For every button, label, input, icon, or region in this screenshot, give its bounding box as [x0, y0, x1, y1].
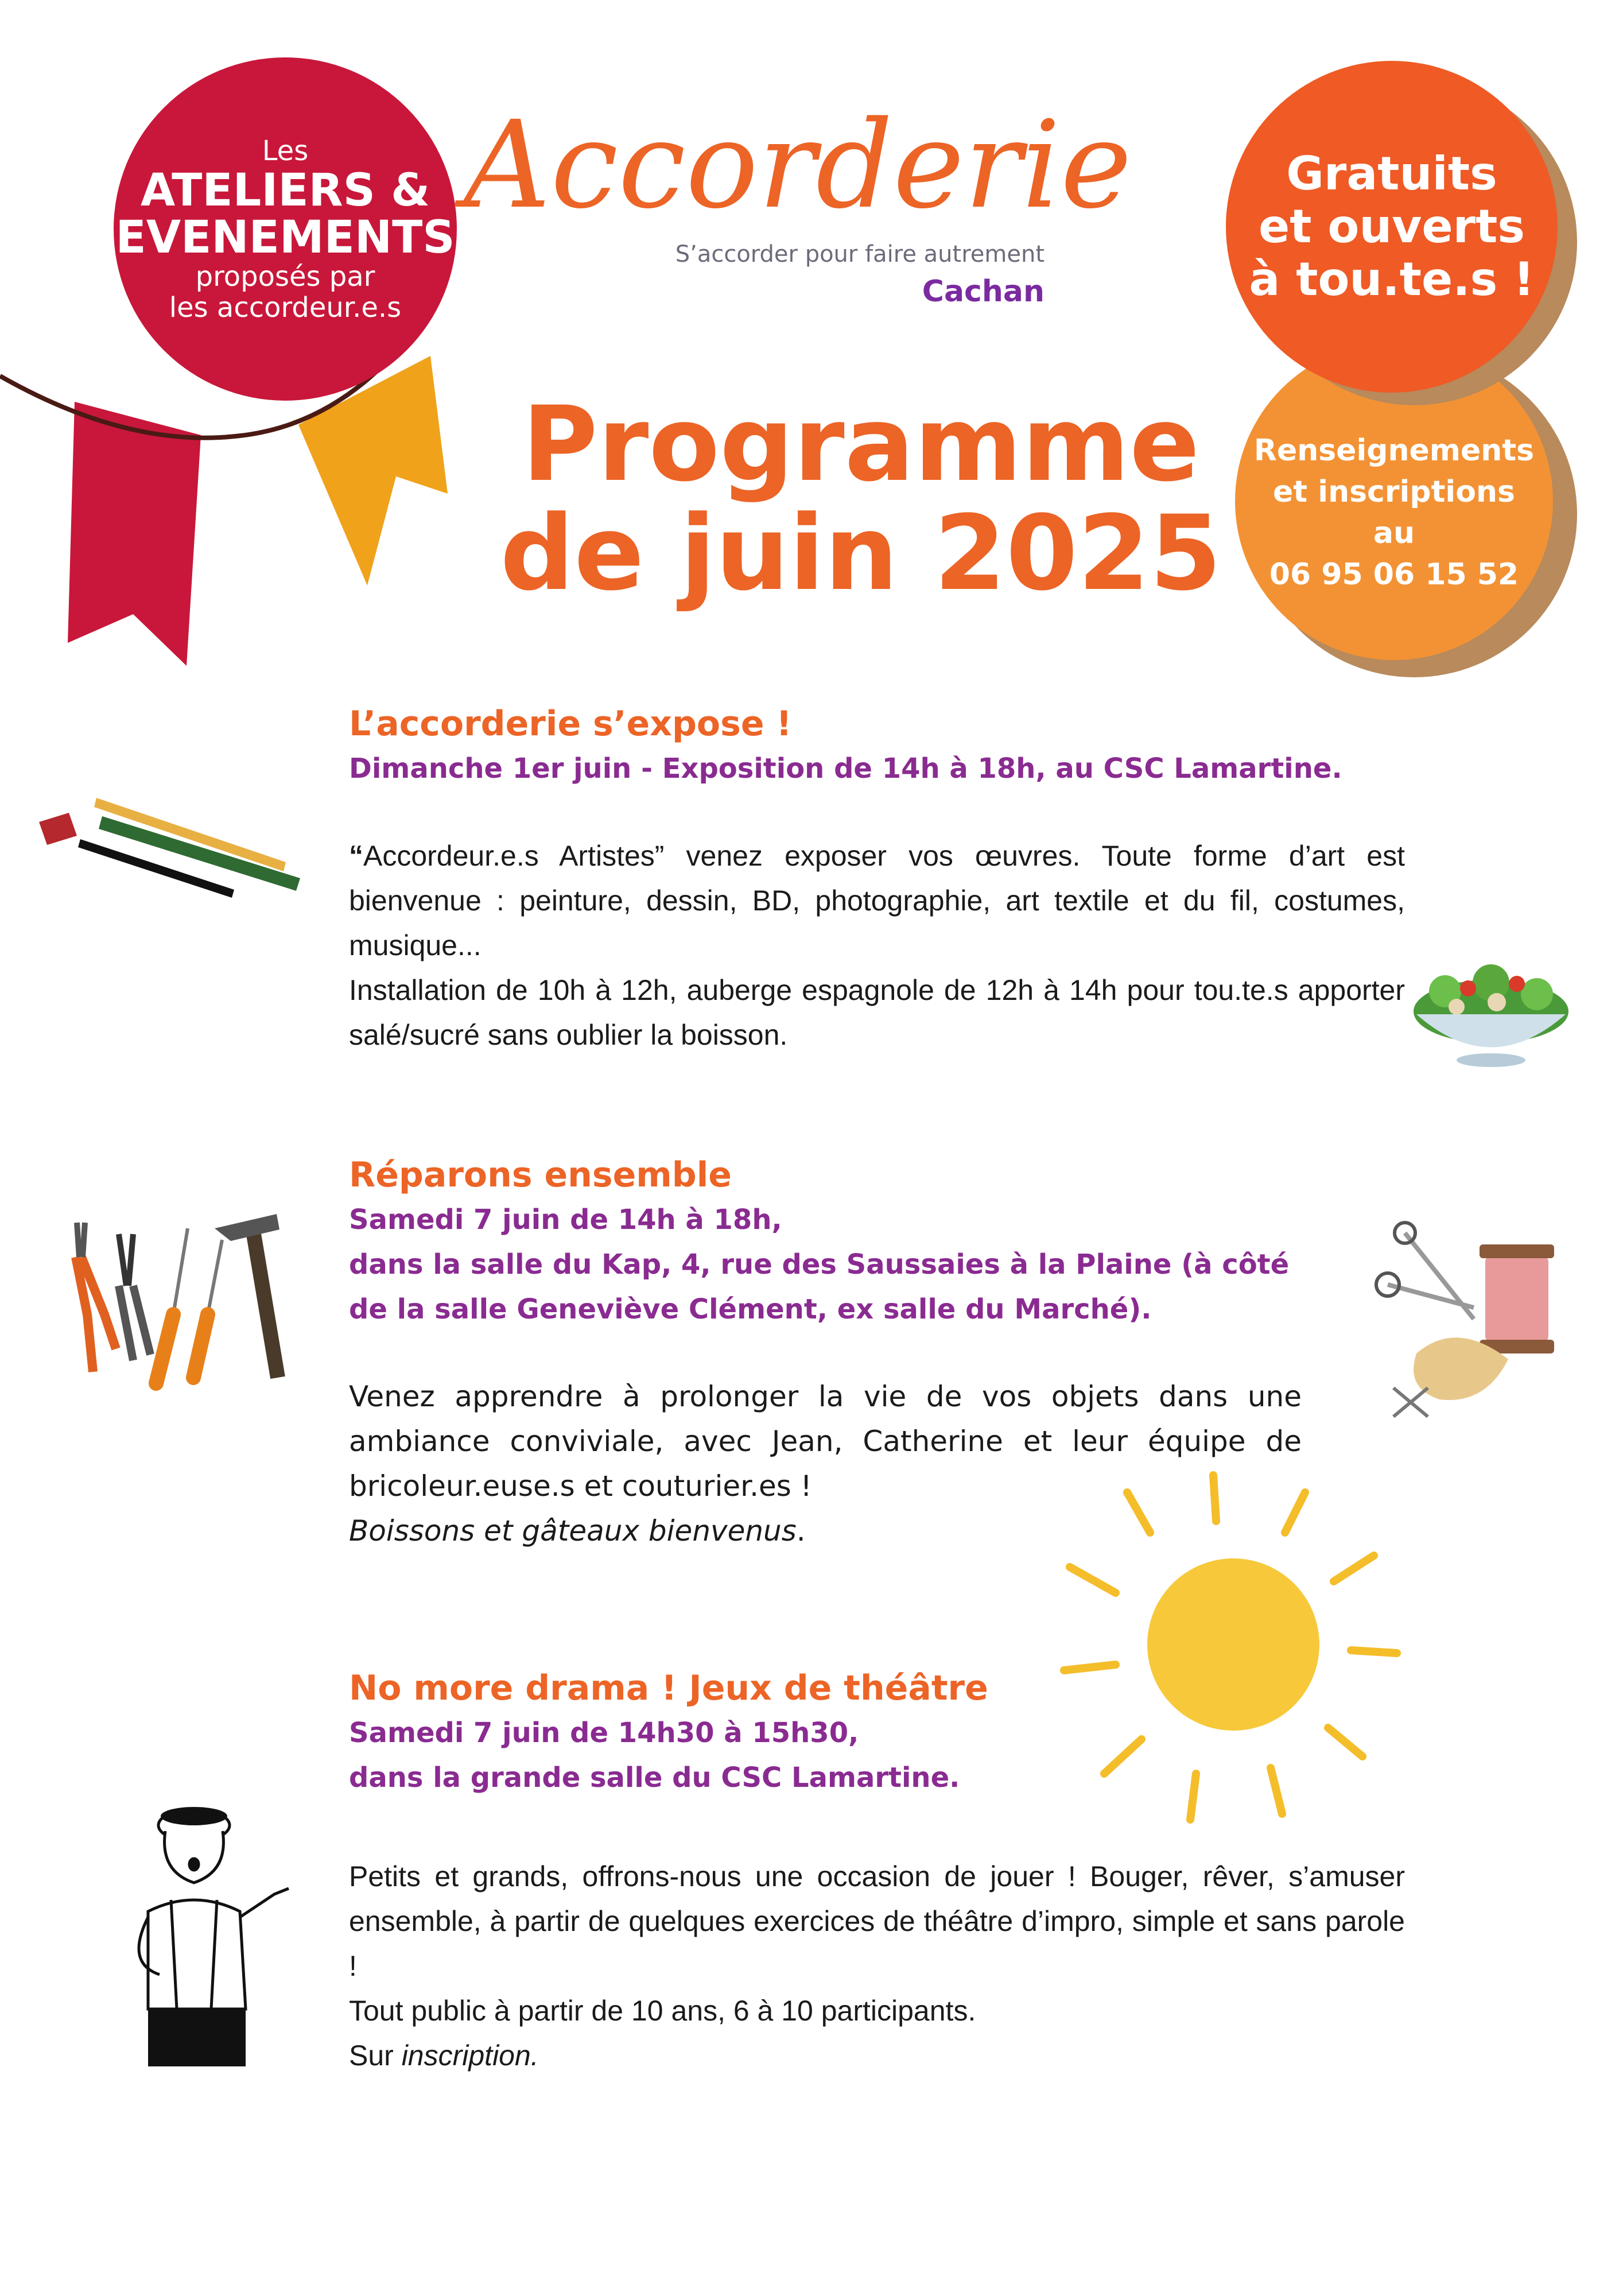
section3-sur: Sur: [349, 2039, 402, 2072]
page-title-line1: Programme: [522, 385, 1200, 505]
tools-icon: [64, 1211, 294, 1389]
section1-subtitle: Dimanche 1er juin - Exposition de 14h à 18h, au CSC Lamartine.: [349, 753, 1342, 785]
section1-paragraph2: Installation de 10h à 12h, auberge espagnole de 12h à 14h pour tou.te.s apporter salé/sucré sans oublier la boisson.: [349, 974, 1405, 1051]
section3-inscription: inscription.: [401, 2039, 539, 2072]
accorderie-logo: [463, 92, 1132, 241]
section1-paragraph1-text: Accordeur.e.s Artistes” venez exposer vos œuvres. Toute forme d’art est bienvenue : peinture, dessin, BD, photographie, art textile et du fil, costumes, musique...: [349, 840, 1405, 961]
info-line2: et inscriptions: [1273, 475, 1515, 509]
info-line3: au: [1373, 516, 1415, 550]
logo-city: Cachan: [922, 274, 1045, 309]
free-line3: à tou.te.s !: [1249, 253, 1535, 306]
badge-line-ateliers: ATELIERS &: [140, 165, 430, 216]
sewing-kit-icon: [1370, 1221, 1566, 1428]
section2-subtitle-location: dans la salle du Kap, 4, rue des Saussaies à la Plaine (à côté de la salle Geneviève Clément, ex salle du Marché).: [349, 1248, 1290, 1325]
logo-wordmark: Accorderie: [463, 95, 1132, 235]
workshops-badge: [114, 57, 457, 401]
section1-paragraph1: [349, 833, 1405, 968]
red-flag: [68, 402, 201, 666]
badge-line-evenements: EVENEMENTS: [115, 212, 455, 263]
section2-title: Réparons ensemble: [349, 1155, 732, 1195]
free-line2: et ouverts: [1259, 200, 1525, 253]
section3-subtitle-date: Samedi 7 juin de 14h30 à 15h30,: [349, 1717, 859, 1749]
section3-body: [349, 1854, 1405, 2078]
section3-title: No more drama ! Jeux de théâtre: [349, 1668, 988, 1708]
page-title-line2: de juin 2025: [500, 494, 1222, 614]
salad-bowl-icon: [1405, 943, 1577, 1069]
page-title: [488, 385, 1234, 614]
logo-tagline: S’accorder pour faire autrement: [675, 241, 1045, 267]
section3-subtitle-location: dans la grande salle du CSC Lamartine.: [349, 1762, 960, 1794]
section3-subtitle: [349, 1711, 1325, 1800]
section3-paragraph1: Petits et grands, offrons-nous une occasion de jouer ! Bouger, rêver, s’amuser ensemble, à partir de quelques exercices de théâtre d’impro, simple et sans parole !: [349, 1860, 1405, 1982]
section1-title: L’accorderie s’expose !: [349, 704, 792, 744]
free-line1: Gratuits: [1286, 147, 1497, 200]
paint-brushes-icon: [39, 781, 303, 901]
mime-character-icon: [125, 1802, 292, 2066]
info-line1: Renseignements: [1253, 433, 1535, 468]
info-phone: 06 95 06 15 52: [1269, 557, 1519, 592]
section2-subtitle: [349, 1197, 1325, 1332]
badge-line-accordeurs: les accordeur.e.s: [169, 292, 402, 324]
badge-line-les: Les: [262, 135, 309, 167]
section2-subtitle-date: Samedi 7 juin de 14h à 18h,: [349, 1204, 782, 1236]
section3-paragraph2: Tout public à partir de 10 ans, 6 à 10 participants.: [349, 1995, 976, 2027]
free-circle: [1226, 61, 1558, 393]
section2-period: .: [796, 1514, 806, 1548]
badge-line-proposes: proposés par: [195, 261, 375, 293]
section1-quote-mark: “: [349, 840, 363, 872]
section2-italic-note: Boissons et gâteaux bienvenus: [349, 1514, 797, 1548]
section2-paragraph1: Venez apprendre à prolonger la vie de vos objets dans une ambiance conviviale, avec Jean, Catherine et leur équipe de bricoleur.euse.s et couturier.es !: [349, 1380, 1302, 1503]
section3-paragraph3: [349, 2033, 1405, 2078]
section1-body: [349, 833, 1405, 1057]
